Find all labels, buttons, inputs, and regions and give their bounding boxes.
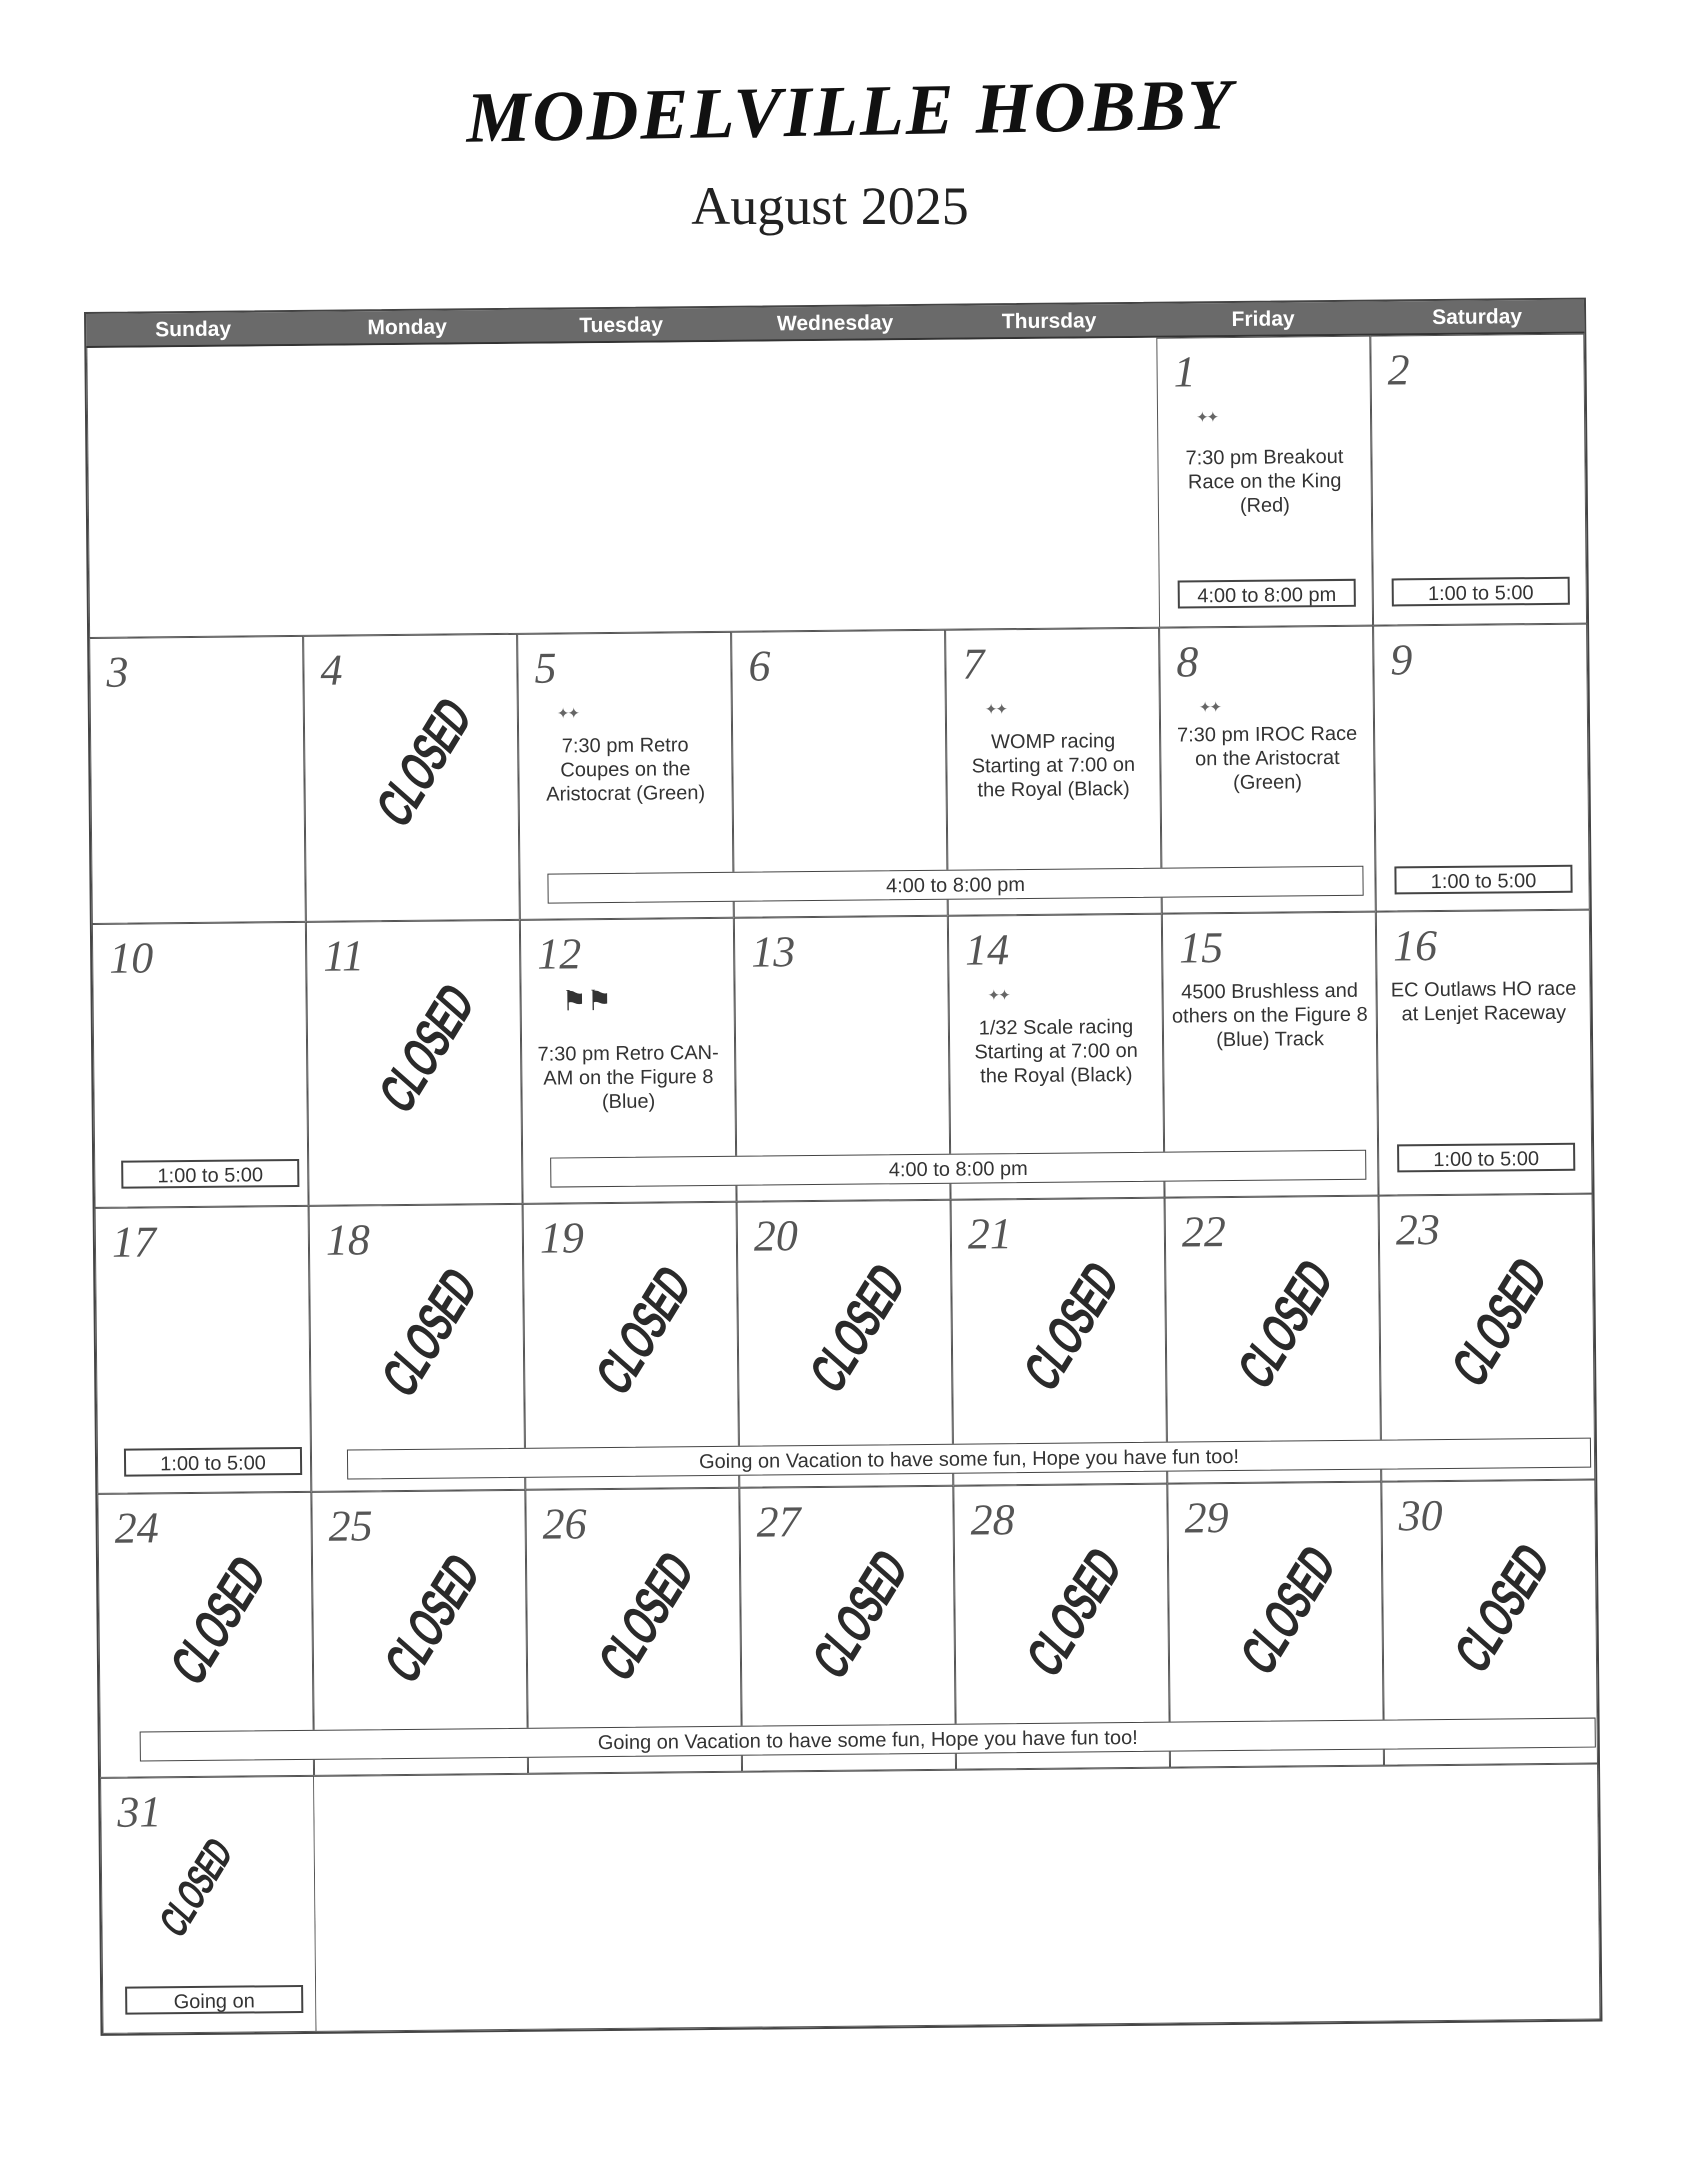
vacation-banner-week4: Going on Vacation to have some fun, Hope you have fun too! xyxy=(347,1438,1591,1480)
event-text: 4500 Brushless and others on the Figure 8 (Blue) Track xyxy=(1171,979,1368,1052)
hours-banner-week2: 4:00 to 8:00 pm xyxy=(547,866,1363,904)
day-cell-9 xyxy=(1373,624,1590,912)
day-cell-3 xyxy=(89,636,306,924)
event-text: 7:30 pm Breakout Race on the King (Red) xyxy=(1185,445,1344,517)
closed-stamp: CLOSED xyxy=(1230,1534,1346,1688)
weekday-friday: Friday xyxy=(1231,307,1295,331)
weekday-monday: Monday xyxy=(367,315,447,340)
empty-days xyxy=(86,338,1159,638)
day-number: 9 xyxy=(1390,635,1413,685)
day-cell-17 xyxy=(95,1206,312,1494)
day-number: 8 xyxy=(1176,637,1199,687)
day-number: 11 xyxy=(322,931,365,981)
weekday-thursday: Thursday xyxy=(1001,309,1097,334)
closed-stamp: CLOSED xyxy=(800,1252,915,1406)
closed-stamp: CLOSED xyxy=(1228,1248,1343,1402)
closed-stamp: CLOSED xyxy=(1442,1246,1557,1400)
day-number: 27 xyxy=(756,1497,801,1547)
checkered-flag-icon: ✦✦ xyxy=(987,987,1009,1005)
day-number: 12 xyxy=(536,929,582,979)
store-hours: 1:00 to 5:00 xyxy=(1392,577,1570,607)
day-number: 21 xyxy=(967,1209,1013,1259)
day-number: 10 xyxy=(108,933,154,983)
day-number: 4 xyxy=(320,645,343,695)
day-cell-4 xyxy=(303,634,520,922)
store-hours: 1:00 to 5:00 xyxy=(121,1159,299,1189)
closed-stamp: CLOSED xyxy=(802,1538,918,1692)
closed-stamp: CLOSED xyxy=(586,1254,701,1408)
checkered-flag-icon: ✦✦ xyxy=(556,705,579,723)
closed-stamp: CLOSED xyxy=(374,1542,490,1696)
day-number: 29 xyxy=(1184,1493,1229,1543)
store-hours: 1:00 to 5:00 xyxy=(1397,1143,1575,1173)
day-cell-1 xyxy=(1156,336,1373,628)
event-text: 7:30 pm Retro Coupes on the Aristocrat (Green) xyxy=(546,734,706,806)
day-number: 17 xyxy=(111,1217,157,1267)
weekday-wednesday: Wednesday xyxy=(776,311,894,336)
day-number: 31 xyxy=(117,1787,162,1837)
day-number: 5 xyxy=(534,643,557,693)
closed-stamp: CLOSED xyxy=(366,686,482,840)
day-number: 16 xyxy=(1392,921,1438,971)
closed-stamp: CLOSED xyxy=(1444,1532,1560,1686)
closed-stamp: CLOSED xyxy=(151,1828,240,1947)
store-hours: 1:00 to 5:00 xyxy=(124,1447,302,1477)
calendar-grid xyxy=(84,298,1602,2036)
empty-days xyxy=(314,1764,1600,2032)
day-number: 1 xyxy=(1173,347,1196,397)
day-cell-10 xyxy=(92,922,309,1208)
closed-stamp: CLOSED xyxy=(1014,1250,1129,1404)
day-cell-2 xyxy=(1370,334,1587,626)
day-number: 19 xyxy=(539,1213,585,1263)
day-number: 22 xyxy=(1181,1207,1227,1257)
weekday-saturday: Saturday xyxy=(1432,305,1523,330)
day-cell-16 xyxy=(1376,910,1593,1196)
checkered-flag-icon: ✦✦ xyxy=(984,701,1007,719)
day-number: 3 xyxy=(106,647,129,697)
day-number: 26 xyxy=(542,1499,587,1549)
store-hours: 4:00 to 8:00 pm xyxy=(1178,579,1356,609)
day-number: 25 xyxy=(328,1501,373,1551)
checkered-flag-icon: ✦✦ xyxy=(1195,409,1218,427)
closed-stamp: CLOSED xyxy=(369,972,485,1126)
day-number: 13 xyxy=(750,927,796,977)
event-text: WOMP racing Starting at 7:00 on the Royal (Black) xyxy=(971,730,1136,802)
event-text: 7:30 pm IROC Race on the Aristocrat (Green) xyxy=(1176,722,1358,794)
event-text: EC Outlaws HO race at Lenjet Raceway xyxy=(1390,977,1577,1026)
closed-stamp: CLOSED xyxy=(1016,1536,1132,1690)
closed-stamp: CLOSED xyxy=(372,1256,487,1410)
event-text: 1/32 Scale racing Starting at 7:00 on the Royal (Black) xyxy=(974,1015,1138,1088)
day-number: 24 xyxy=(114,1503,159,1553)
crossed-checkered-flags-icon: ⚑⚑ xyxy=(561,984,612,1017)
page-title: MODELVILLE HOBBY xyxy=(465,64,1235,158)
checkered-flag-icon: ✦✦ xyxy=(1198,699,1221,717)
event-text: 7:30 pm Retro CAN-AM on the Figure 8 (Blue) xyxy=(537,1041,719,1114)
day-cell-11 xyxy=(306,920,523,1206)
weekday-sunday: Sunday xyxy=(155,317,232,342)
hours-banner-week3: 4:00 to 8:00 pm xyxy=(550,1150,1366,1188)
closed-stamp: CLOSED xyxy=(588,1540,704,1694)
day-number: 23 xyxy=(1395,1205,1441,1255)
day-number: 18 xyxy=(325,1215,371,1265)
store-hours: 1:00 to 5:00 xyxy=(1394,865,1572,895)
day-number: 6 xyxy=(748,641,771,691)
store-hours: Going on xyxy=(125,1985,303,2015)
day-number: 14 xyxy=(964,925,1010,975)
month-title: August 2025 xyxy=(691,176,969,236)
day-number: 30 xyxy=(1398,1491,1443,1541)
day-number: 28 xyxy=(970,1495,1015,1545)
day-number: 7 xyxy=(962,639,985,689)
vacation-banner-week5: Going on Vacation to have some fun, Hope you have fun too! xyxy=(140,1718,1596,1762)
day-number: 15 xyxy=(1178,923,1224,973)
day-number: 2 xyxy=(1387,345,1410,395)
closed-stamp: CLOSED xyxy=(160,1544,276,1698)
day-cell-31 xyxy=(100,1776,316,2034)
weekday-tuesday: Tuesday xyxy=(579,313,664,338)
day-number: 20 xyxy=(753,1211,799,1261)
